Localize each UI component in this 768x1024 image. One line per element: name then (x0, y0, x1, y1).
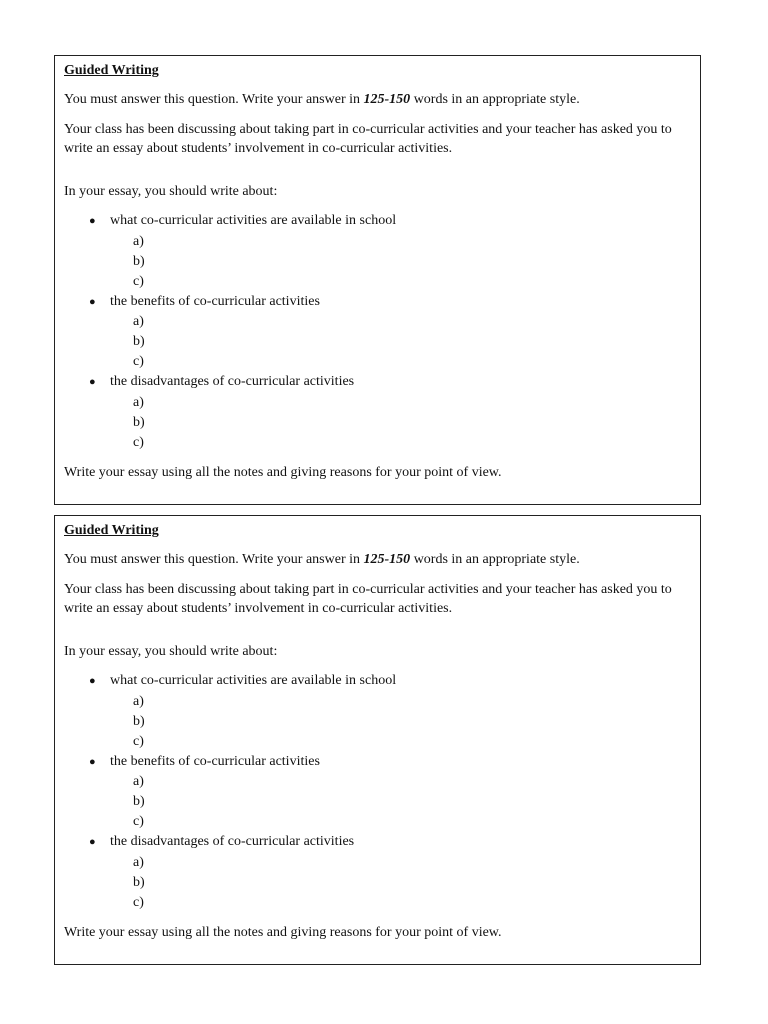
sub-item: c) (133, 814, 144, 829)
sub-item: c) (133, 894, 144, 910)
task-box-2 (54, 515, 701, 965)
bullet-item (64, 671, 691, 752)
bullet-icon: ● (89, 376, 96, 388)
sub-list (64, 393, 691, 453)
intro: In your essay, you should write about: (64, 643, 278, 659)
bullet-text: the benefits of co-curricular activities (110, 753, 320, 769)
sub-list (64, 232, 691, 292)
bullet-text: what co-curricular activities are available in school (110, 673, 397, 688)
sub-item: c) (133, 434, 144, 450)
scenario: Your class has been discussing about taking part in co-curricular activities and your teacher has asked you to write an essay about students’ involvement in co-curricular activities. (64, 121, 672, 156)
bullet-icon: ● (89, 215, 96, 227)
bullet-text: what co-curricular activities are available in school (110, 213, 397, 228)
instruction (64, 90, 691, 110)
instruction (64, 550, 691, 570)
sub-item: b) (133, 794, 145, 809)
task-title: Guided Writing (64, 63, 159, 78)
sub-item: c) (133, 733, 144, 749)
sub-item: a) (133, 233, 144, 249)
intro: In your essay, you should write about: (64, 183, 278, 199)
bullet-text: the disadvantages of co-curricular activities (110, 834, 355, 849)
instruction-prefix: You must answer this question. Write your answer in (64, 92, 364, 107)
closing-instruction: Write your essay using all the notes and giving reasons for your point of view. (64, 924, 502, 940)
sub-list (64, 692, 691, 752)
sub-item: b) (133, 414, 145, 430)
instruction-suffix: words in an appropriate style. (410, 552, 580, 567)
bullet-icon: ● (89, 675, 96, 687)
task-box-1 (54, 55, 701, 505)
sub-list (64, 853, 691, 913)
scenario: Your class has been discussing about taking part in co-curricular activities and your teacher has asked you to write an essay about students’ involvement in co-curricular activities. (64, 581, 672, 616)
sub-item: a) (133, 693, 144, 709)
bullet-item (64, 832, 691, 913)
sub-item: b) (133, 713, 145, 729)
bullet-item (64, 752, 691, 833)
sub-item: b) (133, 253, 145, 269)
sub-item: a) (133, 854, 144, 870)
word-range: 125-150 (363, 92, 411, 107)
sub-list (64, 772, 691, 832)
task-title: Guided Writing (64, 523, 159, 538)
bullet-list (64, 211, 691, 453)
bullet-item (64, 211, 691, 292)
sub-item: a) (133, 394, 144, 410)
instruction-suffix: words in an appropriate style. (410, 92, 580, 107)
bullet-icon: ● (89, 836, 96, 848)
bullet-text: the disadvantages of co-curricular activities (110, 374, 355, 389)
bullet-icon: ● (89, 755, 96, 768)
sub-item: a) (133, 774, 144, 789)
bullet-icon: ● (89, 295, 96, 308)
sub-list (64, 312, 691, 372)
bullet-item (64, 292, 691, 373)
sub-item: b) (133, 334, 145, 349)
word-range: 125-150 (363, 552, 411, 567)
bullet-list (64, 671, 691, 913)
instruction-prefix: You must answer this question. Write your answer in (64, 552, 364, 567)
bullet-text: the benefits of co-curricular activities (110, 293, 320, 309)
closing-instruction: Write your essay using all the notes and giving reasons for your point of view. (64, 464, 502, 480)
sub-item: a) (133, 314, 144, 329)
sub-item: c) (133, 273, 144, 289)
sub-item: b) (133, 874, 145, 890)
sub-item: c) (133, 354, 144, 369)
bullet-item (64, 372, 691, 453)
